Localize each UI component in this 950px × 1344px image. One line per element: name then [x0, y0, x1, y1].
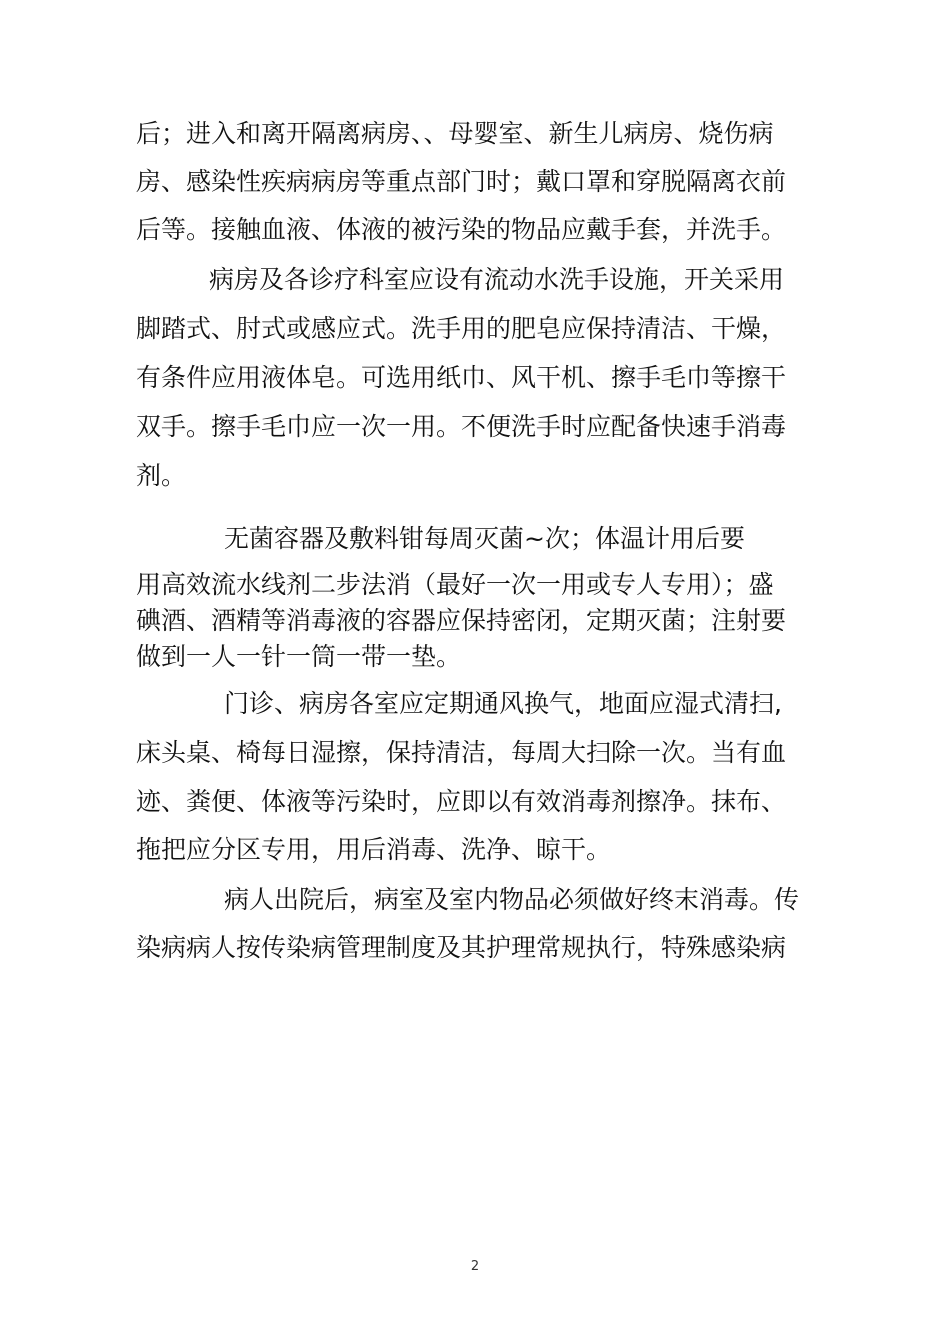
text-line: 拖把应分区专用，用后消毒、洗净、晾干。 — [136, 835, 612, 864]
text-line: 脚踏式、肘式或感应式。洗手用的肥皂应保持清洁、干燥， — [136, 314, 787, 343]
text-line: 做到一人一针一筒一带一垫。 — [136, 642, 462, 671]
text-line: 床头桌、椅每日湿擦，保持清洁，每周大扫除一次。当有血 — [136, 738, 787, 767]
text-line: 后等。接触血液、体液的被污染的物品应戴手套，并洗手。 — [136, 215, 787, 244]
text-line: 后；进入和离开隔离病房、、母婴室、新生儿病房、烧伤病 — [136, 119, 774, 148]
text-line: 病人出院后，病室及室内物品必须做好终末消毒。传 — [224, 885, 800, 914]
text-line: 碘酒、酒精等消毒液的容器应保持密闭，定期灭菌；注射要 — [136, 606, 787, 635]
text-line: 双手。擦手毛巾应一次一用。不便洗手时应配备快速手消毒 — [136, 412, 787, 441]
text-line: 无菌容器及敷料钳每周灭菌~次；体温计用后要 — [224, 524, 745, 553]
text-line: 剂。 — [136, 461, 187, 490]
text-line: 门诊、病房各室应定期通风换气，地面应湿式清扫, — [224, 689, 782, 718]
text-line: 用高效流水线剂二步法消（最好一次一用或专人专用）；盛 — [136, 570, 774, 599]
page-number: 2 — [470, 1259, 480, 1274]
text-line: 病房及各诊疗科室应设有流动水洗手设施，开关采用 — [209, 265, 785, 294]
text-line: 染病病人按传染病管理制度及其护理常规执行，特殊感染病 — [136, 933, 787, 962]
text-line: 有条件应用液体皂。可选用纸巾、风干机、擦手毛巾等擦干 — [136, 363, 787, 392]
text-line: 迹、粪便、体液等污染时，应即以有效消毒剂擦净。抹布、 — [136, 787, 787, 816]
text-line: 房、感染性疾病病房等重点部门时；戴口罩和穿脱隔离衣前 — [136, 167, 787, 196]
